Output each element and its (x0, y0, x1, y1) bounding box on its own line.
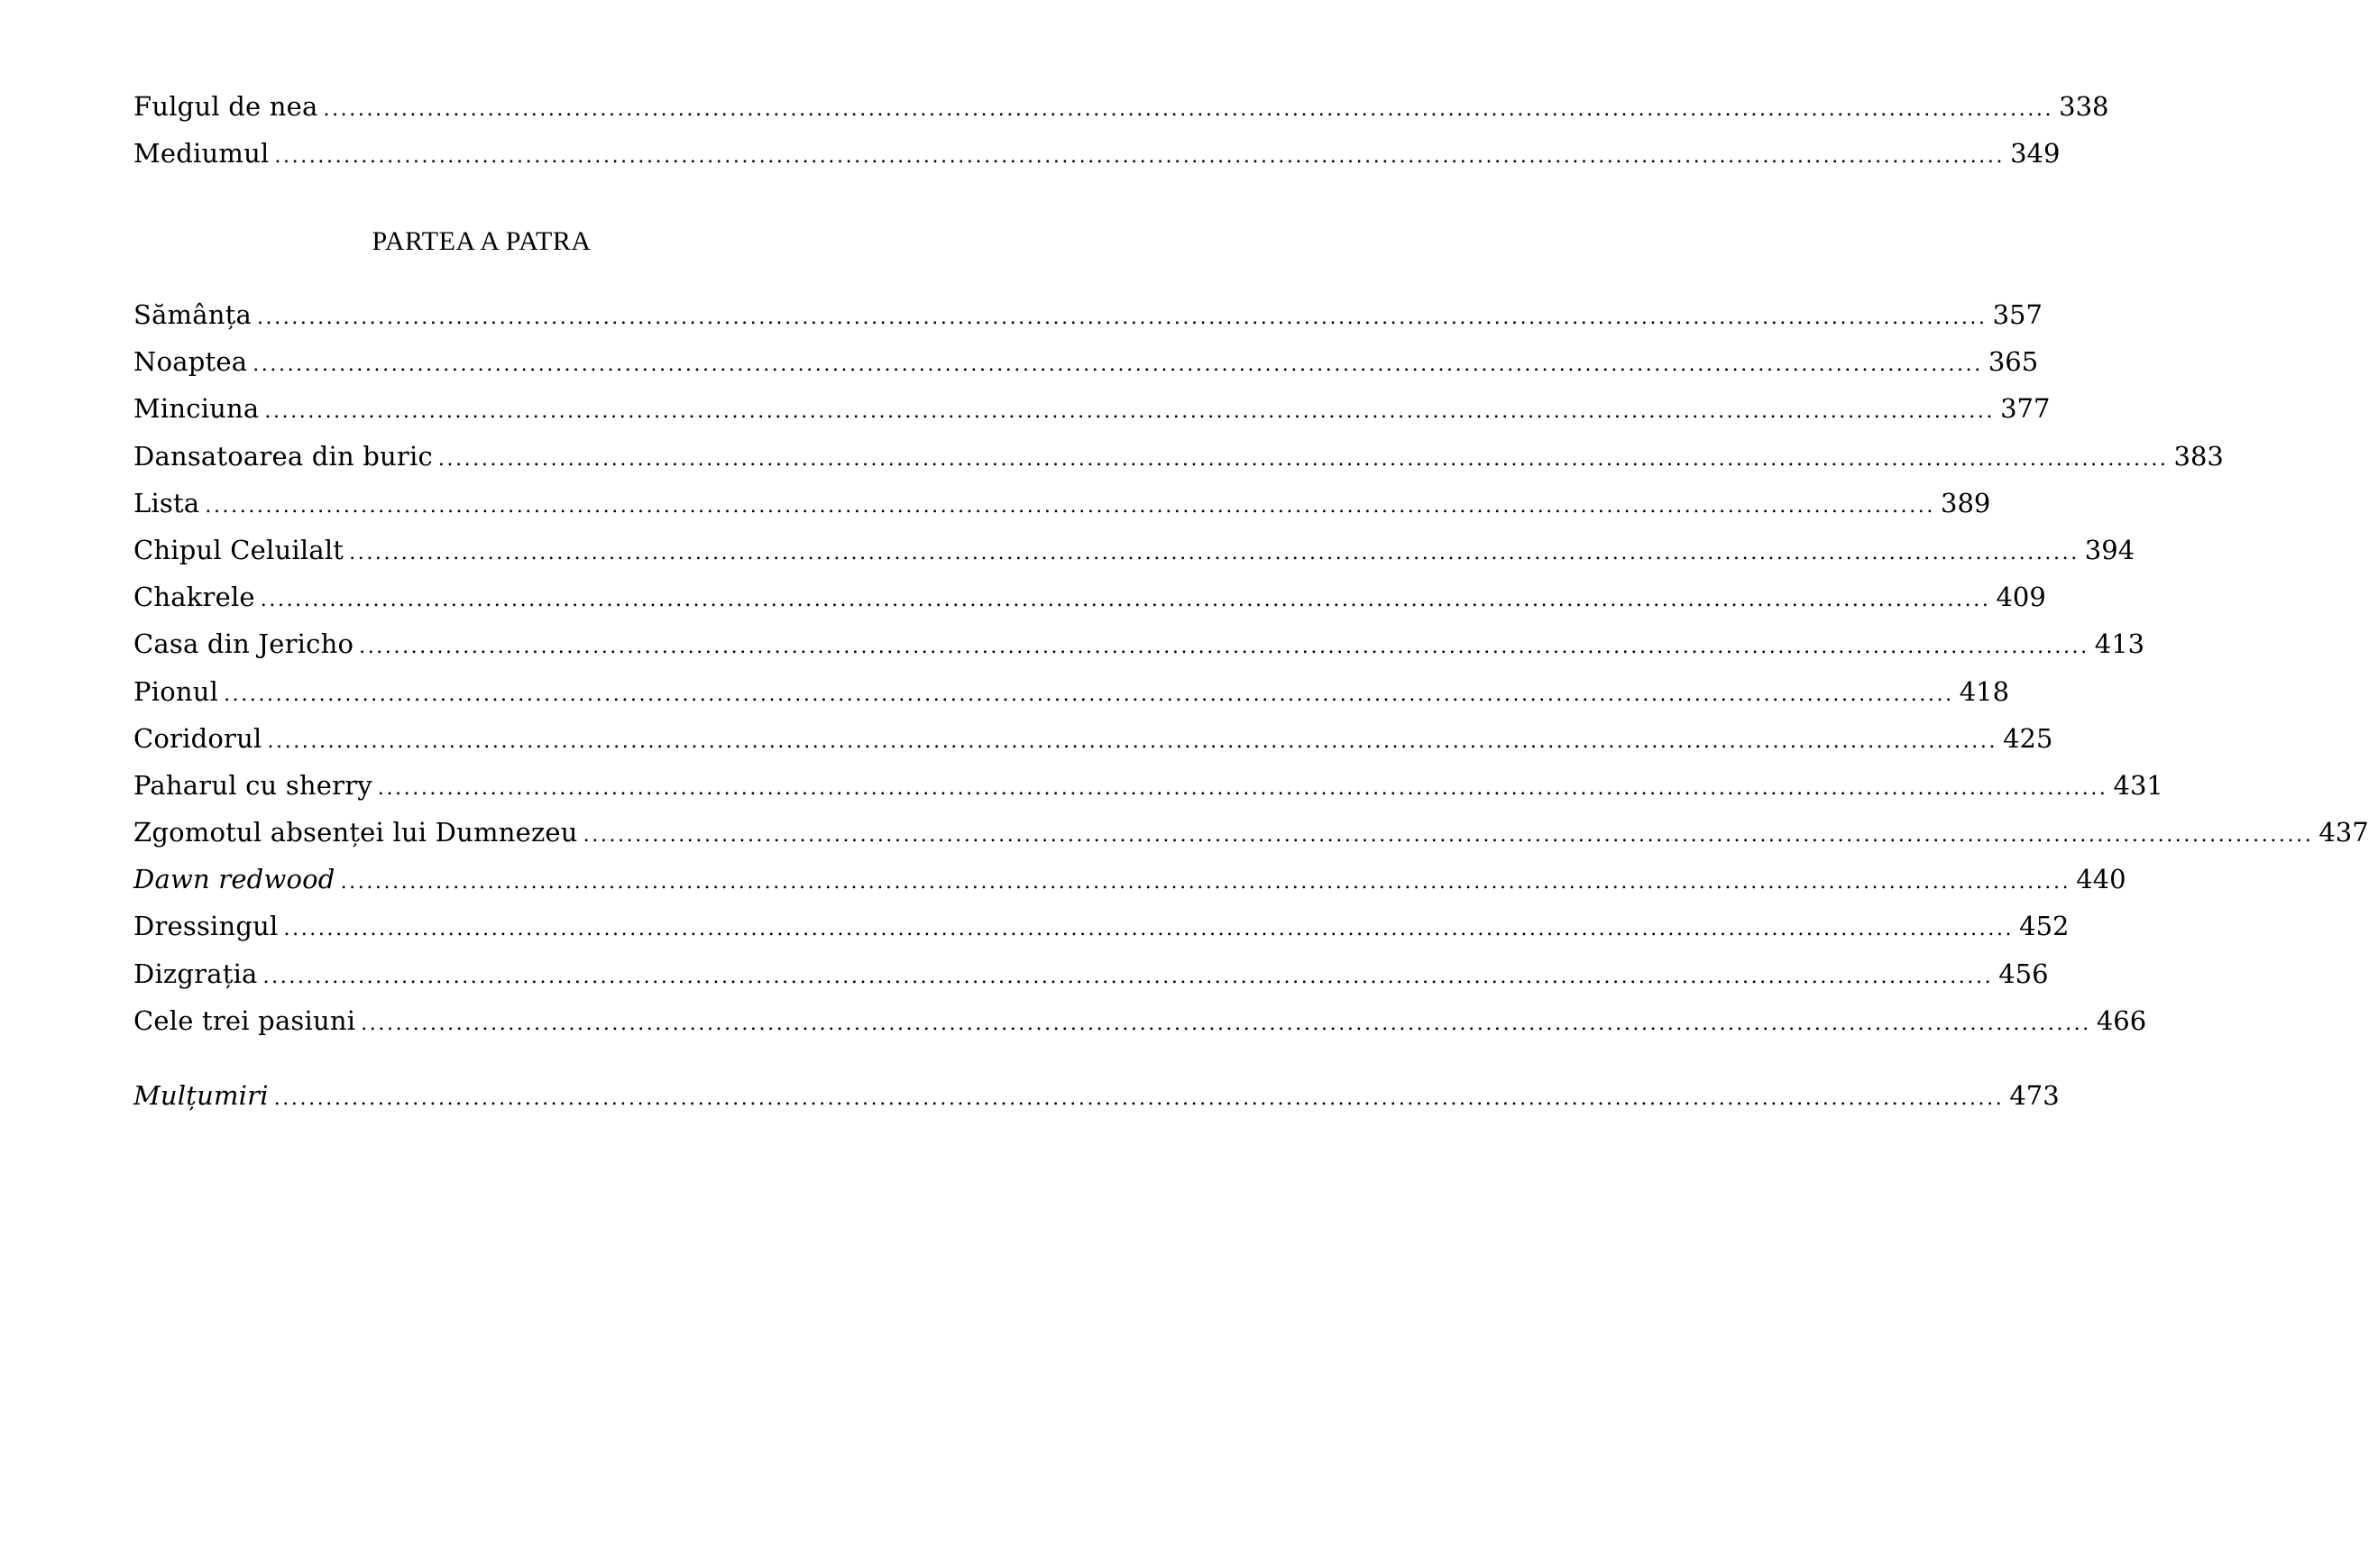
toc-entry (133, 668, 2010, 715)
dot-leader: ........................................................................................................................................................................................................ (361, 1012, 2091, 1035)
dot-leader: ........................................................................................................................................................................................................ (340, 871, 2071, 894)
dot-leader: ........................................................................................................................................................................................................ (253, 353, 1983, 377)
toc-end-group (133, 1072, 2060, 1119)
toc-entry-title: Casa din Jericho (133, 628, 354, 660)
dot-leader: ........................................................................................................................................................................................................ (224, 683, 1954, 706)
toc-entry-title: Zgomotul absenței lui Dumnezeu (133, 817, 578, 848)
dot-leader: ........................................................................................................................................................................................................ (260, 589, 1991, 612)
toc-entry (133, 997, 2147, 1044)
toc-entry-page: 466 (2096, 1004, 2147, 1036)
toc-entry-title: Dressingul (133, 911, 279, 942)
dot-leader: ........................................................................................................................................................................................................ (205, 494, 1935, 518)
toc-entry (133, 291, 2043, 338)
toc-entry-page: 409 (1996, 582, 2046, 613)
toc-entry-page: 377 (2000, 393, 2051, 425)
toc-entry (133, 762, 2163, 809)
toc-entry (133, 809, 2369, 856)
toc-entry-title: Paharul cu sherry (133, 769, 372, 801)
toc-entry (133, 338, 2039, 385)
toc-entry-page: 473 (2009, 1080, 2060, 1111)
dot-leader: ........................................................................................................................................................................................................ (377, 776, 2108, 800)
dot-leader: ........................................................................................................................................................................................................ (323, 98, 2054, 121)
toc-entry-title: Pionul (133, 675, 219, 707)
toc-entry-page: 452 (2019, 911, 2070, 942)
dot-leader: ........................................................................................................................................................................................................ (359, 636, 2089, 659)
toc-entry (133, 480, 1991, 527)
toc-entry (133, 83, 2109, 130)
toc-main-group (133, 291, 2369, 1044)
toc-entry-title: Sămânța (133, 299, 252, 330)
toc-entry-title: Chakrele (133, 582, 255, 613)
toc-entry (133, 527, 2135, 573)
toc-entry (133, 573, 2046, 620)
toc-entry-page: 349 (2010, 138, 2061, 170)
toc-entry-page: 425 (2003, 722, 2053, 754)
toc-entry-page: 338 (2059, 91, 2109, 122)
dot-leader: ........................................................................................................................................................................................................ (267, 729, 1998, 753)
toc-entry-page: 383 (2173, 440, 2224, 472)
toc-entry (133, 620, 2145, 667)
toc-entry (133, 385, 2051, 432)
toc-entry-title: Dansatoarea din buric (133, 440, 433, 472)
toc-entry-page: 431 (2113, 769, 2163, 801)
dot-leader: ........................................................................................................................................................................................................ (583, 824, 2314, 848)
toc-entry-page: 418 (1959, 675, 2010, 707)
toc-entry-page: 456 (1998, 958, 2049, 989)
toc-entry-title: Mulțumiri (133, 1080, 269, 1111)
toc-top-group (133, 83, 2109, 177)
toc-entry-title: Minciuna (133, 393, 260, 425)
toc-entry-title: Lista (133, 487, 200, 518)
toc-entry-title: Dizgrația (133, 958, 258, 989)
toc-entry (133, 903, 2070, 949)
dot-leader: ........................................................................................................................................................................................................ (262, 965, 1994, 988)
toc-entry (133, 856, 2126, 903)
toc-entry-title: Fulgul de nea (133, 91, 318, 122)
toc-entry-page: 440 (2076, 864, 2126, 895)
toc-entry-title: Chipul Celuilalt (133, 534, 344, 565)
toc-entry (133, 433, 2224, 480)
dot-leader: ........................................................................................................................................................................................................ (283, 918, 2015, 941)
toc-entry-title: Dawn redwood (133, 864, 335, 895)
toc-entry-title: Noaptea (133, 346, 248, 378)
dot-leader: ........................................................................................................................................................................................................ (437, 447, 2169, 471)
dot-leader: ........................................................................................................................................................................................................ (264, 400, 1996, 424)
toc-entry-page: 365 (1988, 346, 2039, 378)
toc-entry-title: Cele trei pasiuni (133, 1004, 356, 1036)
dot-leader: ........................................................................................................................................................................................................ (349, 541, 2080, 564)
section-heading: PARTEA A PATRA (372, 226, 592, 256)
toc-entry (133, 950, 2049, 997)
toc-entry-page: 437 (2318, 817, 2369, 848)
toc-entry-page: 394 (2084, 534, 2135, 565)
toc-entry (133, 1072, 2060, 1119)
toc-entry-page: 389 (1941, 487, 1991, 518)
toc-entry-title: Coridorul (133, 722, 262, 754)
toc-entry (133, 130, 2061, 177)
dot-leader: ........................................................................................................................................................................................................ (273, 1087, 2005, 1110)
dot-leader: ........................................................................................................................................................................................................ (256, 307, 1988, 329)
toc-entry-title: Mediumul (133, 138, 270, 170)
toc-entry (133, 715, 2053, 762)
toc-entry-page: 357 (1992, 299, 2043, 330)
dot-leader: ........................................................................................................................................................................................................ (274, 145, 2006, 169)
toc-entry-page: 413 (2094, 628, 2145, 660)
